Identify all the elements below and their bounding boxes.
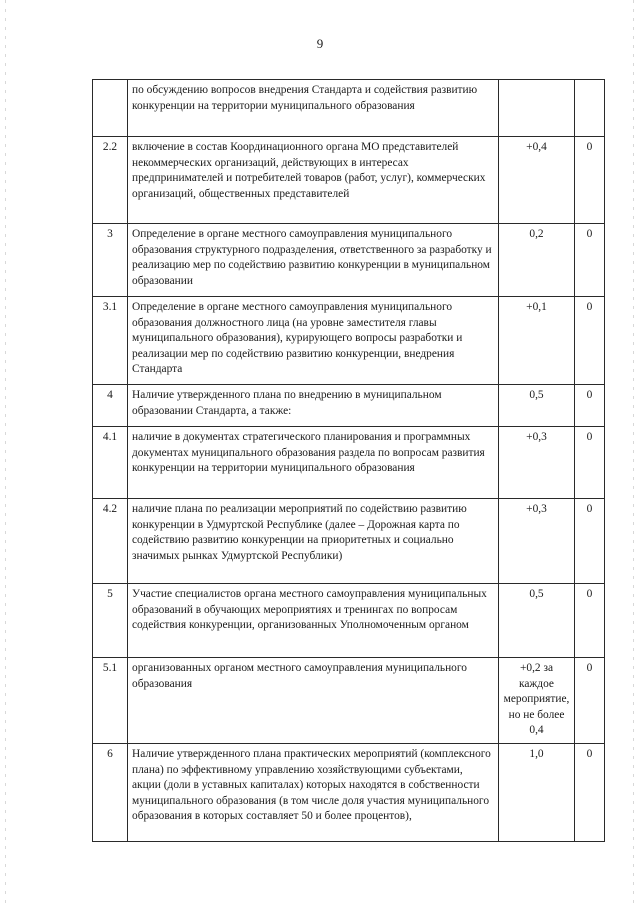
table-row [93, 744, 605, 842]
row-description: включение в состав Координационного органа МО представителей некоммерческих организаций, действующих в интересах предпринимателей и потребителей товаров (работ, услуг), коммерческих организаций, общественных представителей [128, 137, 499, 224]
row-zero: 0 [575, 658, 605, 744]
page-number: 9 [316, 36, 324, 51]
criteria-table [92, 79, 605, 842]
row-zero: 0 [575, 427, 605, 499]
row-zero: 0 [575, 137, 605, 224]
table-row [93, 499, 605, 584]
row-score [499, 80, 575, 137]
row-score: 1,0 [499, 744, 575, 842]
row-score: 0,5 [499, 385, 575, 427]
table-row [93, 224, 605, 297]
scan-edge-left [5, 0, 6, 905]
row-score: +0,3 [499, 427, 575, 499]
row-description: наличие плана по реализации мероприятий по содействию развитию конкуренции в Удмуртской Республике (далее – Дорожная карта по содействию развитию конкуренции на приоритетных и социально значимых рынках Удмуртской Республики) [128, 499, 499, 584]
row-description: наличие в документах стратегического планирования и программных документах муниципального образования раздела по вопросам развития конкуренции на территории муниципального образования [128, 427, 499, 499]
row-description: Участие специалистов органа местного самоуправления муниципальных образований в обучающих мероприятиях и тренингах по вопросам содействия конкуренции, организованных Уполномоченным органом [128, 584, 499, 658]
row-description: Наличие утвержденного плана по внедрению в муниципальном образовании Стандарта, а также: [128, 385, 499, 427]
row-zero: 0 [575, 499, 605, 584]
scan-edge-right [633, 0, 634, 905]
table-row [93, 584, 605, 658]
row-description: Наличие утвержденного плана практических мероприятий (комплексного плана) по эффективному управлению хозяйствующими субъектами, акции (доли в уставных капиталах) которых находятся в собственности муниципального образования (в том числе доля участия муниципального образования в которых составляет 50 и более процентов), [128, 744, 499, 842]
row-score: 0,2 [499, 224, 575, 297]
row-score: +0,4 [499, 137, 575, 224]
row-score: +0,3 [499, 499, 575, 584]
row-number: 6 [93, 744, 128, 842]
row-description: Определение в органе местного самоуправления муниципального образования должностного лица (на уровне заместителя главы муниципального образования), курирующего вопросы разработки и реализации мер по содействию развитию конкуренции, внедрения Стандарта [128, 297, 499, 385]
row-description: по обсуждению вопросов внедрения Стандарта и содействия развитию конкуренции на территории муниципального образования [128, 80, 499, 137]
row-zero: 0 [575, 297, 605, 385]
row-number: 4.2 [93, 499, 128, 584]
row-number: 5 [93, 584, 128, 658]
row-zero: 0 [575, 584, 605, 658]
row-number: 5.1 [93, 658, 128, 744]
table-row [93, 137, 605, 224]
row-number: 4 [93, 385, 128, 427]
table-row [93, 385, 605, 427]
table-row [93, 658, 605, 744]
row-zero: 0 [575, 224, 605, 297]
table-row [93, 80, 605, 137]
row-number: 2.2 [93, 137, 128, 224]
row-description: организованных органом местного самоуправления муниципального образования [128, 658, 499, 744]
row-zero: 0 [575, 385, 605, 427]
row-zero: 0 [575, 744, 605, 842]
row-description: Определение в органе местного самоуправления муниципального образования структурного подразделения, ответственного за разработку и реализацию мер по содействию развитию конкуренции в муниципальном образовании [128, 224, 499, 297]
row-score: 0,5 [499, 584, 575, 658]
row-number: 3 [93, 224, 128, 297]
row-score: +0,2 за каждое мероприятие, но не более 0,4 [499, 658, 575, 744]
table-row [93, 297, 605, 385]
row-score: +0,1 [499, 297, 575, 385]
table-row [93, 427, 605, 499]
row-number [93, 80, 128, 137]
row-number: 4.1 [93, 427, 128, 499]
row-zero [575, 80, 605, 137]
row-number: 3.1 [93, 297, 128, 385]
